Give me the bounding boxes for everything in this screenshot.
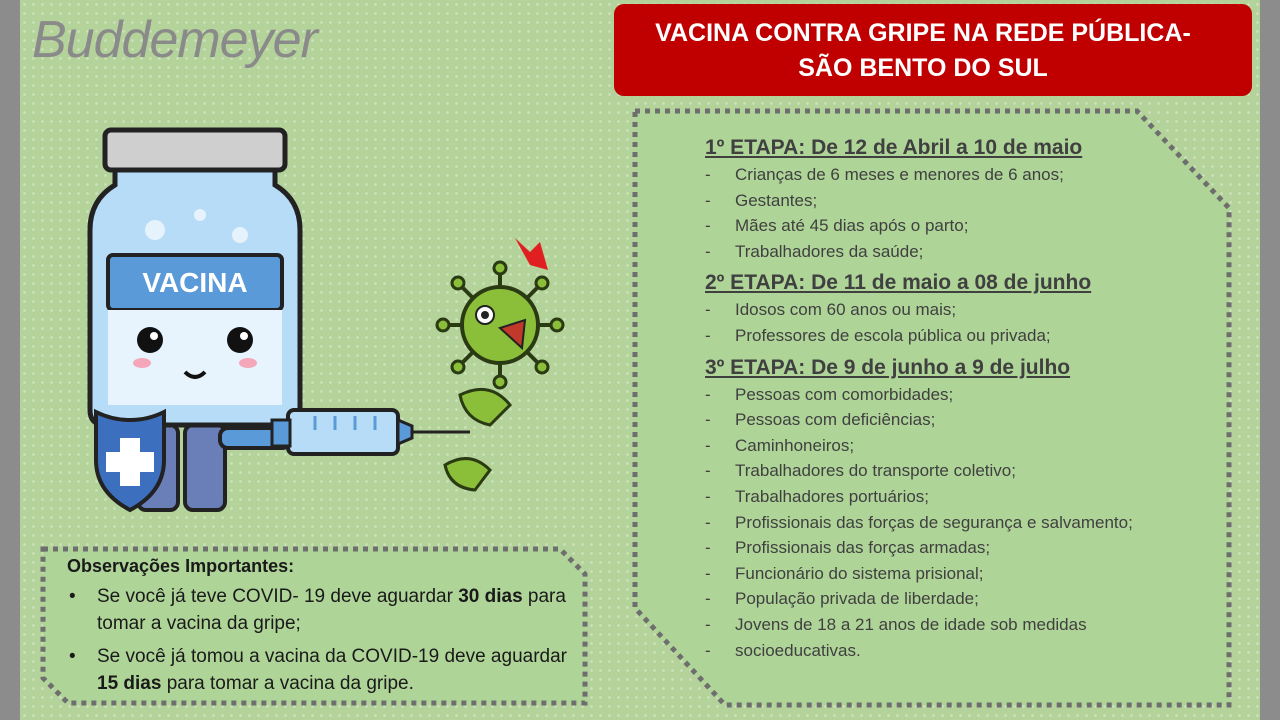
phase-2-item: - Professores de escola pública ou privada; (705, 323, 1225, 349)
phase-3-item: - População privada de liberdade; (705, 586, 1225, 612)
vial-label: VACINA (142, 267, 248, 298)
observation-item-1: • Se você já teve COVID- 19 deve aguardar 30 dias para tomar a vacina da gripe; (67, 583, 587, 637)
phase-3-heading: 3º ETAPA: De 9 de junho a 9 de julho (705, 355, 1071, 379)
brand-logo: Buddemeyer (32, 11, 317, 69)
phases-panel (632, 108, 1232, 708)
phase-1-item: - Crianças de 6 meses e menores de 6 anos; (705, 162, 1225, 188)
observation-item-2: • Se você já tomou a vacina da COVID-19 deve aguardar 15 dias para tomar a vacina da gripe. (67, 643, 587, 697)
vaccine-illustration (60, 120, 580, 540)
virus-icon (437, 238, 563, 388)
observations-title: Observações Importantes: (67, 556, 295, 576)
phase-3-item: - Trabalhadores portuários; (705, 484, 1225, 510)
phase-3-item: - Pessoas com deficiências; (705, 407, 1225, 433)
title-banner (614, 4, 1252, 96)
phase-3-item: - Profissionais das forças de segurança e salvamento; (705, 510, 1225, 536)
phase-3-item: - Profissionais das forças armadas; (705, 535, 1225, 561)
vaccine-mascot-icon (60, 120, 580, 540)
phase-1 (705, 134, 1225, 264)
phase-1-item: - Mães até 45 dias após o parto; (705, 213, 1225, 239)
title-line-1: VACINA CONTRA GRIPE NA REDE PÚBLICA- (655, 19, 1191, 47)
phase-3-item: - Pessoas com comorbidades; (705, 382, 1225, 408)
phase-3-item: - Funcionário do sistema prisional; (705, 561, 1225, 587)
phase-3-item: - Trabalhadores do transporte coletivo; (705, 458, 1225, 484)
phase-3-item: - socioeducativas. (705, 638, 1225, 664)
phase-1-item: - Gestantes; (705, 188, 1225, 214)
phase-2 (705, 269, 1225, 348)
phase-1-heading: 1º ETAPA: De 12 de Abril a 10 de maio (705, 136, 1083, 159)
phase-2-heading: 2º ETAPA: De 11 de maio a 08 de junho (705, 271, 1092, 295)
phase-3-item: - Jovens de 18 a 21 anos de idade sob medidas (705, 612, 1225, 638)
phase-3-item: - Caminhoneiros; (705, 433, 1225, 459)
phase-2-item: - Idosos com 60 anos ou mais; (705, 297, 1225, 323)
phase-3 (705, 354, 1225, 664)
title-line-2: SÃO BENTO DO SUL (798, 54, 1048, 82)
bullet-icon: • (69, 646, 76, 667)
bullet-icon: • (69, 586, 76, 607)
observations-box (40, 546, 588, 706)
phase-1-item: - Trabalhadores da saúde; (705, 239, 1225, 265)
slide (20, 0, 1260, 720)
